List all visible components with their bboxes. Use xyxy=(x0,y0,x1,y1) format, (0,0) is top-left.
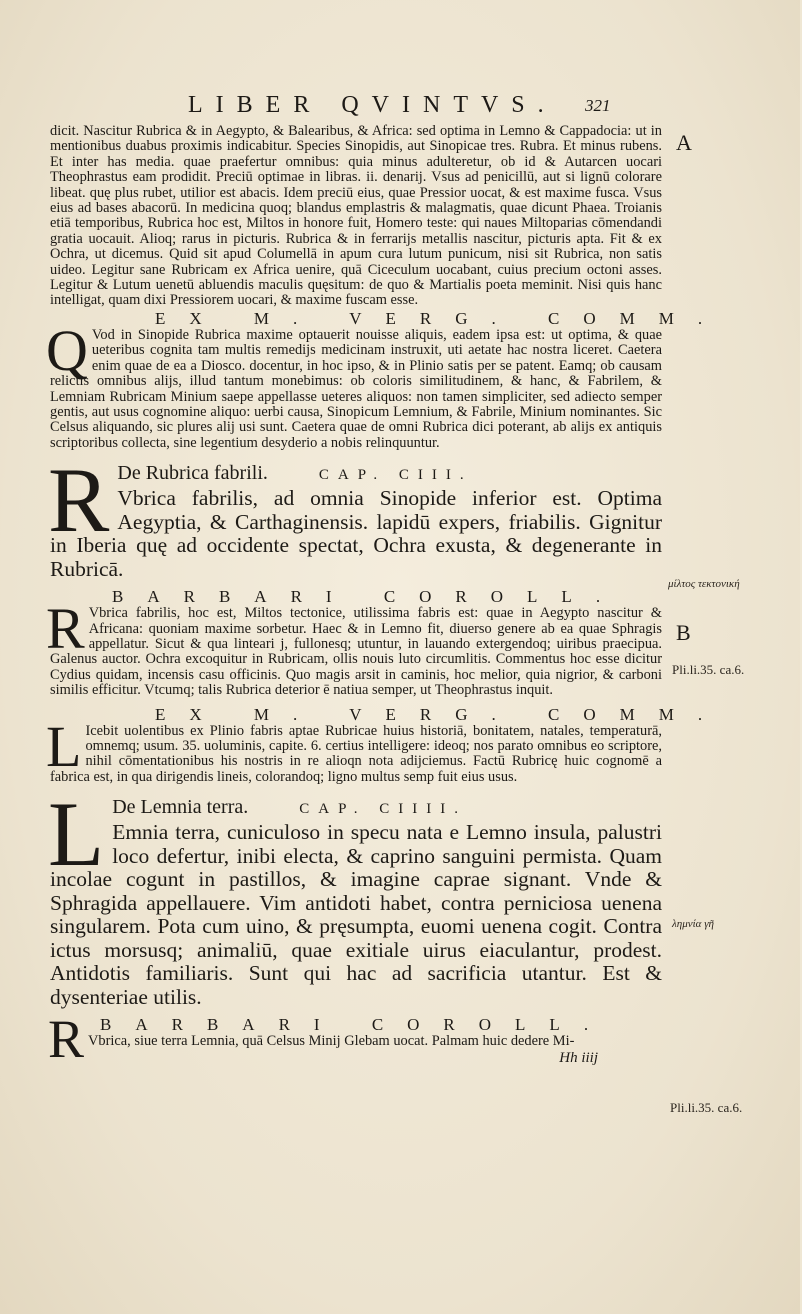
chapter-title-103 xyxy=(50,461,662,487)
page-header xyxy=(0,92,800,122)
corollary-heading-1: BARBARI COROLL. xyxy=(112,587,625,607)
commentary-heading-1: EX M. VERG. COMM. xyxy=(155,308,727,328)
commentary-heading-2: EX M. VERG. COMM. xyxy=(155,704,727,724)
chapter-number: CAP. CIII. xyxy=(318,467,473,484)
margin-note-pliny-1: Pli.li.35. ca.6. xyxy=(672,662,745,677)
paragraph-rubrica-sinopis: dicit. Nascitur Rubrica & in Aegypto, & Balearibus, & Africa: sed optima in Lemno & Cappadocia: ut in mentionibus duabus proximis indicabitur. Species Sinopidis, aut Sinopicae tres. Rubra. Et minus rubens. Et inter has media. quae praefertur omnibus: quia minus adulteretur, ob id & Autarcen uocari Theophrastus eam prodidit. Preciū optimae in libras. ii. denarij. Vsus ad penicillū, aut si lignū colorare libeat. quę plus rubet, utilior est abacis. Idem preciū eius, quae Pressior uocat, & est maxime fusca. Vsus eius ad bases abacorū. In medicina quoq; blandus emplastris & malagmatis, quae dicunt Phaea. Troianis etiā temporibus, Rubrica hoc est, Miltos in honore fuit, Homero teste: qui naues Miltoparias cōmendandi gratia uocauit. Alioq; rarus in picturis. Rubrica & in ferrarijs metallis nascitur, picturis apta. Fit & ex Ochra, ut dicemus. Quid sit apud Columellā in apum cura lutum punicum, nisi sit Rubrica, non satis uideo. Legitur sane Rubricam ex Africa uenire, quā Ciceculum uocabant, cuius precium octoni asses. Legitur & Lutum uenetū abluendis maculis quęsitum: de quo & Martialis poeta meminit. Nisi quis hanc intelligat, quam dixi Pressiorem uocari, & maxime fuscam esse. xyxy=(50,123,662,309)
margin-letter-a: A xyxy=(676,130,692,155)
chapter-title-text-2: De Lemnia terra. xyxy=(112,796,249,819)
chapter-number-2: CAP. CIIII. xyxy=(299,801,468,818)
margin-note-greek-2: λημνία γῆ xyxy=(672,918,714,930)
chapter-103 xyxy=(48,449,662,581)
margin-note-greek-1: μίλτος τεκτονική xyxy=(668,578,740,590)
drop-initial-r-2: R xyxy=(46,596,85,662)
corollary-text-2: Vbrica, siue terra Lemnia, quā Celsus Minij Glebam uocat. Palmam huic dedere Mi- xyxy=(88,1033,575,1050)
commentary-block-1 xyxy=(46,317,662,451)
commentary-text-1: Vod in Sinopide Rubrica maxime optauerit nouisse aliquis, eadem ipsa est: ut optima, & quae ueteribus cognita tam multis remedijs medicinam instruxit, uti aetate hac nostra liceret. Caetera enim quae de ea a Diosco. docentur, in hoc ipso, & in Plinio satis per se patent. Eamq; ob causam relictis omnibus alijs, illud tantum monebimus: ob coloris similitudinem, & hanc, & Fabrilem, & Lemniam Rubricam Minium saepe appellasse ueteres aliquos: non tamen simpliciter, sed adiecto semper gentis, aut usus cognomine aliquo: uerbi causa, Sinopicum Lemnium, & Fabrile, Minium nominantes. Sic Celsus aliquando, sic plures alij usi sunt. Caetera quae de omni Rubrica dici poterant, ab alijs ex antiquis scriptoribus collecta, sine legentium desyderio a nobis relinquuntur. xyxy=(50,326,662,451)
chapter-104 xyxy=(48,783,662,1009)
chapter-text-103: Vbrica fabrilis, ad omnia Sinopide inferior est. Optima Aegyptia, & Carthaginensis. lapidū expers, friabilis. Gignitur in Iberia quę ad occidente spectat, Ochra exusta, & degenerante in Rubricā. xyxy=(50,486,662,581)
running-head: LIBER QVINTVS. xyxy=(188,92,557,118)
folio-number: 321 xyxy=(585,96,611,115)
margin-note-pliny-2: Pli.li.35. ca.6. xyxy=(670,1100,743,1115)
margin-letter-b: B xyxy=(676,620,691,645)
corollary-text-1: Vbrica fabrilis, hoc est, Miltos tectonice, utilissima fabris est: quae in Aegypto nascitur & Africana: quoniam maxime sorbetur. Haec & in Lemno fit, diuerso genere ab ea quae Sphragis appellatur. Sicut & qua linteari j, fullonesq; utuntur, in lauando extergendoq; uiribus praecipua. Galenus auctor. Ochra excoquitur in Rubricam, ollis nouis luto circumlitis. Commentus hoc esse dicitur Cydius quidam, incensis casu officinis. Quo magis arsit in caminis, hoc melior, quia nigrior, & carboni similis efficitur. Vtcumq; talis Rubrica deterior ē natiua semper, ut Theophrastus inquit. xyxy=(50,605,662,699)
drop-initial-r: R xyxy=(48,449,110,552)
drop-initial-r-3: R xyxy=(48,1009,85,1070)
chapter-title-104 xyxy=(50,795,662,821)
drop-initial-l: L xyxy=(46,713,82,779)
chapter-title-text: De Rubrica fabrili. xyxy=(117,462,268,485)
commentary-text-2: Icebit uolentibus ex Plinio fabris aptae Rubricae huius historiā, bonitatem, natales, temperaturā, omnemq; usum. 35. uoluminis, capite. 6. certius intelligere: ideoq; nos parato omnibus eo scriptore, nihil cōmentationibus his nostris in re alioqn nota adijciemus. Factū Rubricę huic cognomē a fabrica est, in qua dirigendis lineis, colorandoq; ligno multus semp fuit eius usus. xyxy=(50,722,662,785)
drop-initial-l-2: L xyxy=(48,783,105,886)
chapter-text-104: Emnia terra, cuniculoso in specu nata e Lemno insula, palustri loco defertur, inibi electa, & caprino sanguini permista. Quam incolae cogunt in pastillos, & imagine caprae signant. Vnde & Sphragida appellauere. Vim antidoti habet, contra perniciosa uenena singularem. Pota cum uino, & pręsumpta, euomi uenena cogit. Contra ictus morsusq; animaliū, quae exitiale uirus eiaculantur, prodest. Antidotis familiaris. Sunt qui hac ad sacrificia utantur. Est & dysenteriae utilis. xyxy=(50,820,662,1009)
commentary-block-2 xyxy=(46,713,662,786)
corollary-heading-2: BARBARI COROLL. xyxy=(100,1015,613,1035)
signature-mark: Hh iiij xyxy=(559,1049,598,1066)
drop-initial-q: Q xyxy=(46,317,88,383)
